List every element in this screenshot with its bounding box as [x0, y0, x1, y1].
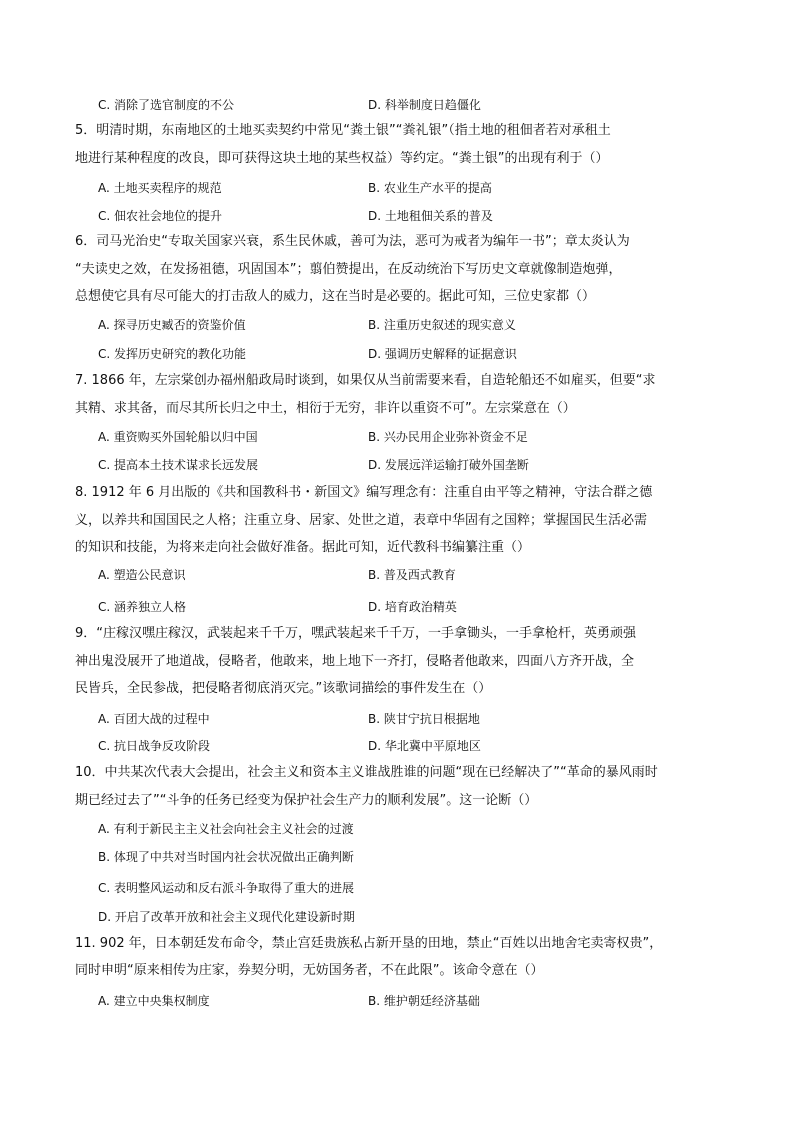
q7-option-a: A. 重资购买外国轮船以归中国 — [98, 430, 258, 444]
option-c: C. 消除了选官制度的不公 — [98, 98, 235, 112]
q9-option-d: D. 华北冀中平原地区 — [368, 739, 481, 753]
q9-stem-line-3: 民皆兵，全民参战，把侵略者彻底消灭完。”该歌词描绘的事件发生在（） — [75, 681, 492, 696]
q9-options-row-1 — [0, 710, 793, 728]
q5-option-d: D. 土地租佃关系的普及 — [368, 209, 493, 223]
q10-option-d: D. 开启了改革开放和社会主义现代化建设新时期 — [98, 910, 355, 924]
q6-stem-line-1: 6．司马光治史“专取关国家兴衰，系生民休戚，善可为法，恶可为戒者为编年一书”；章太炎认为 — [75, 234, 630, 249]
q10-option-d-row — [0, 908, 793, 926]
option-d: D. 科举制度日趋僵化 — [368, 98, 481, 112]
q8-stem-line-2: 义，以养共和国国民之人格；注重立身、居家、处世之道，表章中华固有之国粹；掌握国民生活必需 — [75, 513, 648, 528]
q10-option-a: A. 有利于新民主主义社会向社会主义社会的过渡 — [98, 822, 354, 836]
q8-option-d: D. 培育政治精英 — [368, 600, 457, 614]
q7-option-b: B. 兴办民用企业弥补资金不足 — [368, 430, 528, 444]
q10-option-c-row — [0, 879, 793, 897]
q9-option-c: C. 抗日战争反攻阶段 — [98, 739, 211, 753]
q6-option-c: C. 发挥历史研究的教化功能 — [98, 347, 247, 361]
q9-option-b: B. 陕甘宁抗日根据地 — [368, 712, 480, 726]
q6-stem-line-3: 总想使它具有尽可能大的打击敌人的威力，这在当时是必要的。据此可知，三位史家都（） — [75, 289, 596, 304]
q10-option-b: B. 体现了中共对当时国内社会状况做出正确判断 — [98, 850, 354, 864]
q9-stem-line-1: 9．“庄稼汉嘿庄稼汉，武装起来千千万，嘿武装起来千千万，一手拿锄头，一手拿枪杆，英勇顽强 — [75, 626, 637, 641]
q5-option-c: C. 佃农社会地位的提升 — [98, 209, 223, 223]
q6-options-row-1 — [0, 316, 793, 334]
q7-options-row-1 — [0, 428, 793, 446]
q7-options-row-2 — [0, 456, 793, 474]
q9-options-row-2 — [0, 737, 793, 755]
q5-options-row-1 — [0, 179, 793, 197]
q10-option-a-row — [0, 820, 793, 838]
q11-option-a: A. 建立中央集权制度 — [98, 994, 210, 1008]
q10-option-b-row — [0, 848, 793, 866]
q7-option-d: D. 发展远洋运输打破外国垄断 — [368, 458, 529, 472]
q9-option-a: A. 百团大战的过程中 — [98, 712, 210, 726]
q10-option-c: C. 表明整风运动和反右派斗争取得了重大的进展 — [98, 881, 355, 895]
q11-option-b: B. 维护朝廷经济基础 — [368, 994, 480, 1008]
q6-stem-line-2: “夫读史之效，在发扬祖德，巩固国本”；翦伯赞提出，在反动统治下写历史文章就像制造炮弹， — [75, 262, 622, 277]
q8-stem-line-3: 的知识和技能，为将来走向社会做好准备。据此可知，近代教科书编纂注重（） — [75, 540, 531, 555]
q7-stem-line-2: 其精、求其备，而尽其所长归之中土，相衍于无穷，非许以重资不可”。左宗棠意在（） — [75, 401, 576, 416]
q8-options-row-2 — [0, 598, 793, 616]
q5-option-b: B. 农业生产水平的提高 — [368, 181, 492, 195]
q11-stem-line-2: 同时申明“原来相传为庄家，券契分明，无妨国务者，不在此限”。该命令意在（） — [75, 963, 544, 978]
prev-options-row — [0, 96, 793, 114]
q5-options-row-2 — [0, 207, 793, 225]
q10-stem-line-2: 期已经过去了”“斗争的任务已经变为保护社会生产力的顺利发展”。这一论断（） — [75, 793, 538, 808]
q8-option-c: C. 涵养独立人格 — [98, 600, 187, 614]
q6-options-row-2 — [0, 345, 793, 363]
q5-stem-line-2: 地进行某种程度的改良，即可获得这块土地的某些权益）等约定。“粪土银”的出现有利于（） — [75, 151, 609, 166]
q11-stem-line-1: 11. 902 年，日本朝廷发布命令，禁止宫廷贵族私占新开垦的田地，禁止“百姓以出地舍宅卖寄权贵”， — [75, 936, 663, 951]
q8-option-b: B. 普及西式教育 — [368, 568, 456, 582]
q5-stem-line-1: 5．明清时期，东南地区的土地买卖契约中常见“粪土银”“粪礼银”（指土地的租佃者若对承租土 — [75, 123, 611, 138]
q6-option-a: A. 探寻历史臧否的资鉴价值 — [98, 318, 246, 332]
q7-stem-line-1: 7. 1866 年，左宗棠创办福州船政局时谈到，如果仅从当前需要来看，自造轮船还不如雇买，但要“求 — [75, 373, 656, 388]
q8-options-row-1 — [0, 566, 793, 584]
q8-option-a: A. 塑造公民意识 — [98, 568, 186, 582]
q11-options-row-1 — [0, 992, 793, 1010]
q9-stem-line-2: 神出鬼没展开了地道战，侵略者，他敢来，地上地下一齐打，侵略者他敢来，四面八方齐开战，全 — [75, 654, 635, 669]
q6-option-b: B. 注重历史叙述的现实意义 — [368, 318, 516, 332]
q7-option-c: C. 提高本土技术谋求长远发展 — [98, 458, 259, 472]
q8-stem-line-1: 8. 1912 年 6 月出版的《共和国教科书・新国文》编写理念有：注重自由平等之精神，守法合群之德 — [75, 485, 653, 500]
q10-stem-line-1: 10．中共某次代表大会提出，社会主义和资本主义谁战胜谁的问题“现在已经解决了”“革命的暴风雨时 — [75, 765, 658, 780]
q5-option-a: A. 土地买卖程序的规范 — [98, 181, 222, 195]
q6-option-d: D. 强调历史解释的证据意识 — [368, 347, 517, 361]
